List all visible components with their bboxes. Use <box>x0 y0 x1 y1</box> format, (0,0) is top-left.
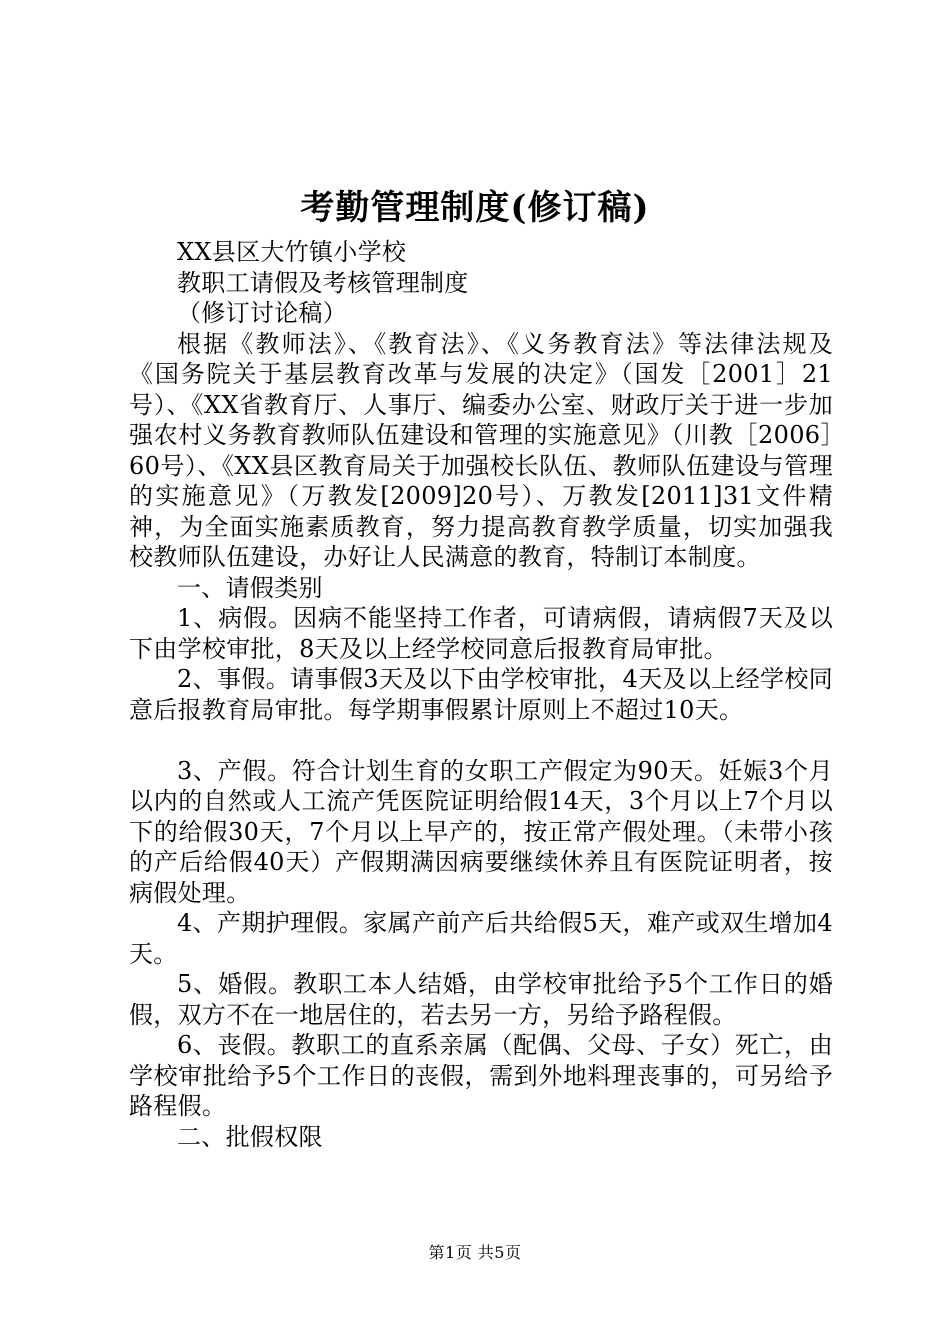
page-number-footer: 第1页 共5页 <box>428 1243 522 1262</box>
marriage-leave-paragraph: 5、婚假。教职工本人结婚，由学校审批给予5个工作日的婚假，双方不在一地居住的，若去另一方，另给予路程假。 <box>129 970 833 1029</box>
sick-leave-paragraph: 1、病假。因病不能坚持工作者，可请病假，请病假7天及以下由学校审批，8天及以上经学校同意后报教育局审批。 <box>129 604 833 663</box>
bereavement-leave-paragraph: 6、丧假。教职工的直系亲属（配偶、父母、子女）死亡，由学校审批给予5个工作日的丧假，需到外地料理丧事的，可另给予路程假。 <box>129 1031 833 1120</box>
document-body <box>129 237 833 1152</box>
school-name-line: XX县区大竹镇小学校 <box>177 238 407 266</box>
section-heading-approval-authority: 二、批假权限 <box>177 1122 323 1151</box>
draft-note-line: （修订讨论稿） <box>177 299 348 327</box>
preamble-paragraph: 根据《教师法》、《教育法》、《义务教育法》等法律法规及《国务院关于基层教育改革与发展的决定》（国发［2001］21号）、《XX省教育厅、人事厅、编委办公室、财政厅关于进一步加强农村义务教育教师队伍建设和管理的实施意见》（川教［2006］60号）、《XX县区教育局关于加强校长队伍、教师队伍建设与管理的实施意见》（万教发[2009]20号）、万教发[2011]31文件精神，为全面实施素质教育，努力提高教育教学质量，切实加强我校教师队伍建设，办好让人民满意的教育，特制订本制度。 <box>129 329 833 571</box>
section-heading-leave-types: 一、请假类别 <box>177 573 323 602</box>
personal-leave-paragraph: 2、事假。请事假3天及以下由学校审批，4天及以上经学校同意后报教育局审批。每学期事假累计原则上不超过10天。 <box>129 665 833 724</box>
regulation-name-line: 教职工请假及考核管理制度 <box>177 268 469 297</box>
document-title: 考勤管理制度(修订稿) <box>300 188 650 228</box>
paternity-care-leave-paragraph: 4、产期护理假。家属产前产后共给假5天，难产或双生增加4天。 <box>129 909 833 968</box>
maternity-leave-paragraph: 3、产假。符合计划生育的女职工产假定为90天。妊娠3个月以内的自然或人工流产凭医院证明给假14天，3个月以上7个月以下的给假30天，7个月以上早产的，按正常产假处理。（未带小孩的产后给假40天）产假期满因病要继续休养且有医院证明者，按病假处理。 <box>129 756 833 907</box>
